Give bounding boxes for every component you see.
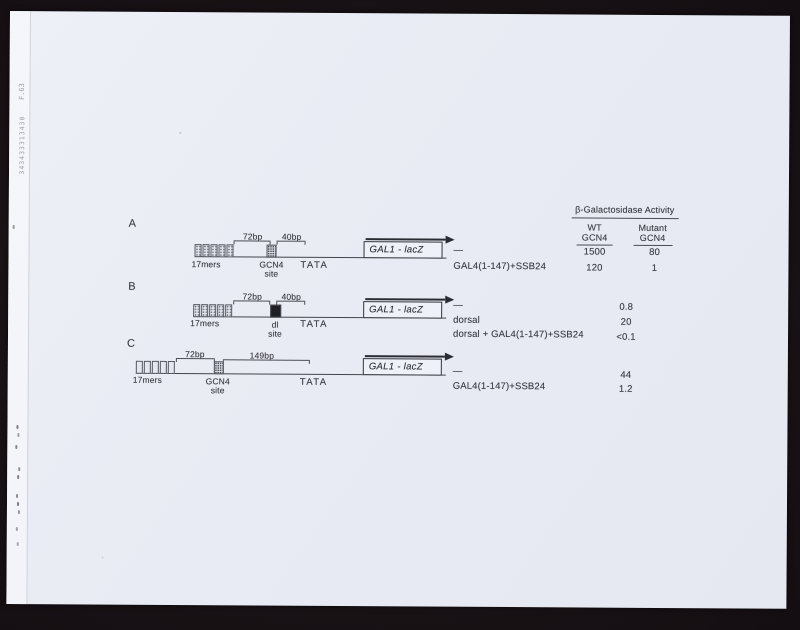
col-wt-line2: GCN4 <box>581 232 608 243</box>
scan-artifact-mark <box>18 467 20 471</box>
scan-artifact-mark <box>17 502 19 506</box>
mer-box <box>217 304 224 317</box>
condition-label: GAL4(1-147)+SSB24 <box>453 260 547 273</box>
site-label-line2: site <box>264 268 279 279</box>
col-wt-line1: WT <box>587 222 602 233</box>
mer-box <box>209 304 216 317</box>
scan-artifact-mark <box>15 445 17 449</box>
bracket-label: 72bp <box>185 349 205 360</box>
margin-code-digits: 343433313430 <box>18 115 27 175</box>
mers-label: 17mers <box>132 374 163 385</box>
scan-artifact-mark <box>18 510 20 514</box>
scan-speck <box>102 557 104 559</box>
site-label-line2: site <box>210 385 225 396</box>
bracket-label: 40bp <box>281 231 302 242</box>
condition-label: — <box>453 244 464 256</box>
mer-box <box>152 361 159 374</box>
reporter-gene-box: GAL1 - lacZ <box>363 358 442 375</box>
condition-label: GAL4(1-147)+SSB24 <box>452 380 546 393</box>
mer-box <box>136 361 143 374</box>
mers-label: 17mers <box>191 259 221 270</box>
mer-box <box>211 244 218 257</box>
tata-label: TATA <box>300 259 329 271</box>
bracket-label: 72bp <box>242 231 263 242</box>
scan-artifact-mark <box>17 542 19 546</box>
bracket-label: 40bp <box>281 291 302 302</box>
distance-bracket <box>233 300 270 305</box>
distance-bracket <box>277 241 306 246</box>
scan-artifact-mark <box>16 494 18 498</box>
mer-box <box>219 244 226 257</box>
scan-artifact-mark <box>16 425 18 429</box>
panel-label: B <box>128 280 136 293</box>
bracket-label: 149bp <box>249 350 275 361</box>
mer-box <box>201 304 208 317</box>
activity-value: 20 <box>620 316 632 328</box>
condition-label: dorsal + GAL4(1-147)+SSB24 <box>453 328 584 341</box>
binding-site-boxes <box>194 244 233 257</box>
mer-box <box>226 304 233 317</box>
margin-code-top: F.63 <box>17 83 27 101</box>
wt-value: 1500 <box>583 246 606 258</box>
title-underline <box>572 217 679 219</box>
activity-value: 0.8 <box>619 301 634 313</box>
mer-box <box>160 361 167 374</box>
activity-value: <0.1 <box>616 331 636 343</box>
col-mutant-line1: Mutant <box>638 222 667 234</box>
panel-label: C <box>126 337 135 350</box>
site-label-line1: GCN4 <box>205 376 230 387</box>
bracket-label: 72bp <box>242 291 263 302</box>
distance-bracket <box>223 359 310 364</box>
table-title: β-Galactosidase Activity <box>575 204 675 216</box>
tata-label: TATA <box>299 376 328 388</box>
condition-label: — <box>453 299 463 311</box>
scan-artifact-mark <box>16 527 18 531</box>
mer-box <box>193 304 200 317</box>
mer-box <box>144 361 151 374</box>
reporter-gene-box: GAL1 - lacZ <box>363 301 442 318</box>
site-label-line1: dl <box>271 319 279 330</box>
scan-artifact-mark <box>13 225 15 229</box>
distance-bracket <box>176 358 215 363</box>
transcription-arrowhead <box>445 353 454 361</box>
activity-value: 1.2 <box>618 383 633 395</box>
site-label-line2: site <box>268 328 282 339</box>
mer-box <box>194 244 201 257</box>
mers-label: 17mers <box>190 318 220 329</box>
col-mutant-line2: GCN4 <box>639 232 666 244</box>
condition-label: dorsal <box>453 314 480 326</box>
tata-label: TATA <box>300 318 328 330</box>
reporter-gene-box: GAL1 - lacZ <box>363 241 442 258</box>
mer-box <box>203 244 210 257</box>
mutant-value: 80 <box>649 246 661 258</box>
transcription-arrowhead <box>445 296 454 304</box>
mutant-value: 1 <box>651 262 658 274</box>
condition-label: — <box>452 365 463 377</box>
gcn4-site-box <box>214 361 224 374</box>
scanned-figure-page <box>6 11 790 609</box>
wt-value: 120 <box>586 262 603 274</box>
panel-label: A <box>128 217 137 230</box>
distance-bracket <box>234 240 271 245</box>
gcn4-site-box <box>266 245 276 258</box>
scan-artifact-mark <box>17 475 19 479</box>
scan-speck <box>179 132 181 134</box>
dl-site-box <box>270 305 281 318</box>
mer-box <box>227 244 234 257</box>
scan-artifact-mark <box>17 433 19 437</box>
transcription-arrowhead <box>446 236 455 244</box>
binding-site-boxes <box>193 304 232 317</box>
site-label-line1: GCN4 <box>259 259 284 270</box>
mer-box <box>168 361 175 374</box>
binding-site-boxes <box>136 361 175 374</box>
activity-value: 44 <box>620 369 632 381</box>
